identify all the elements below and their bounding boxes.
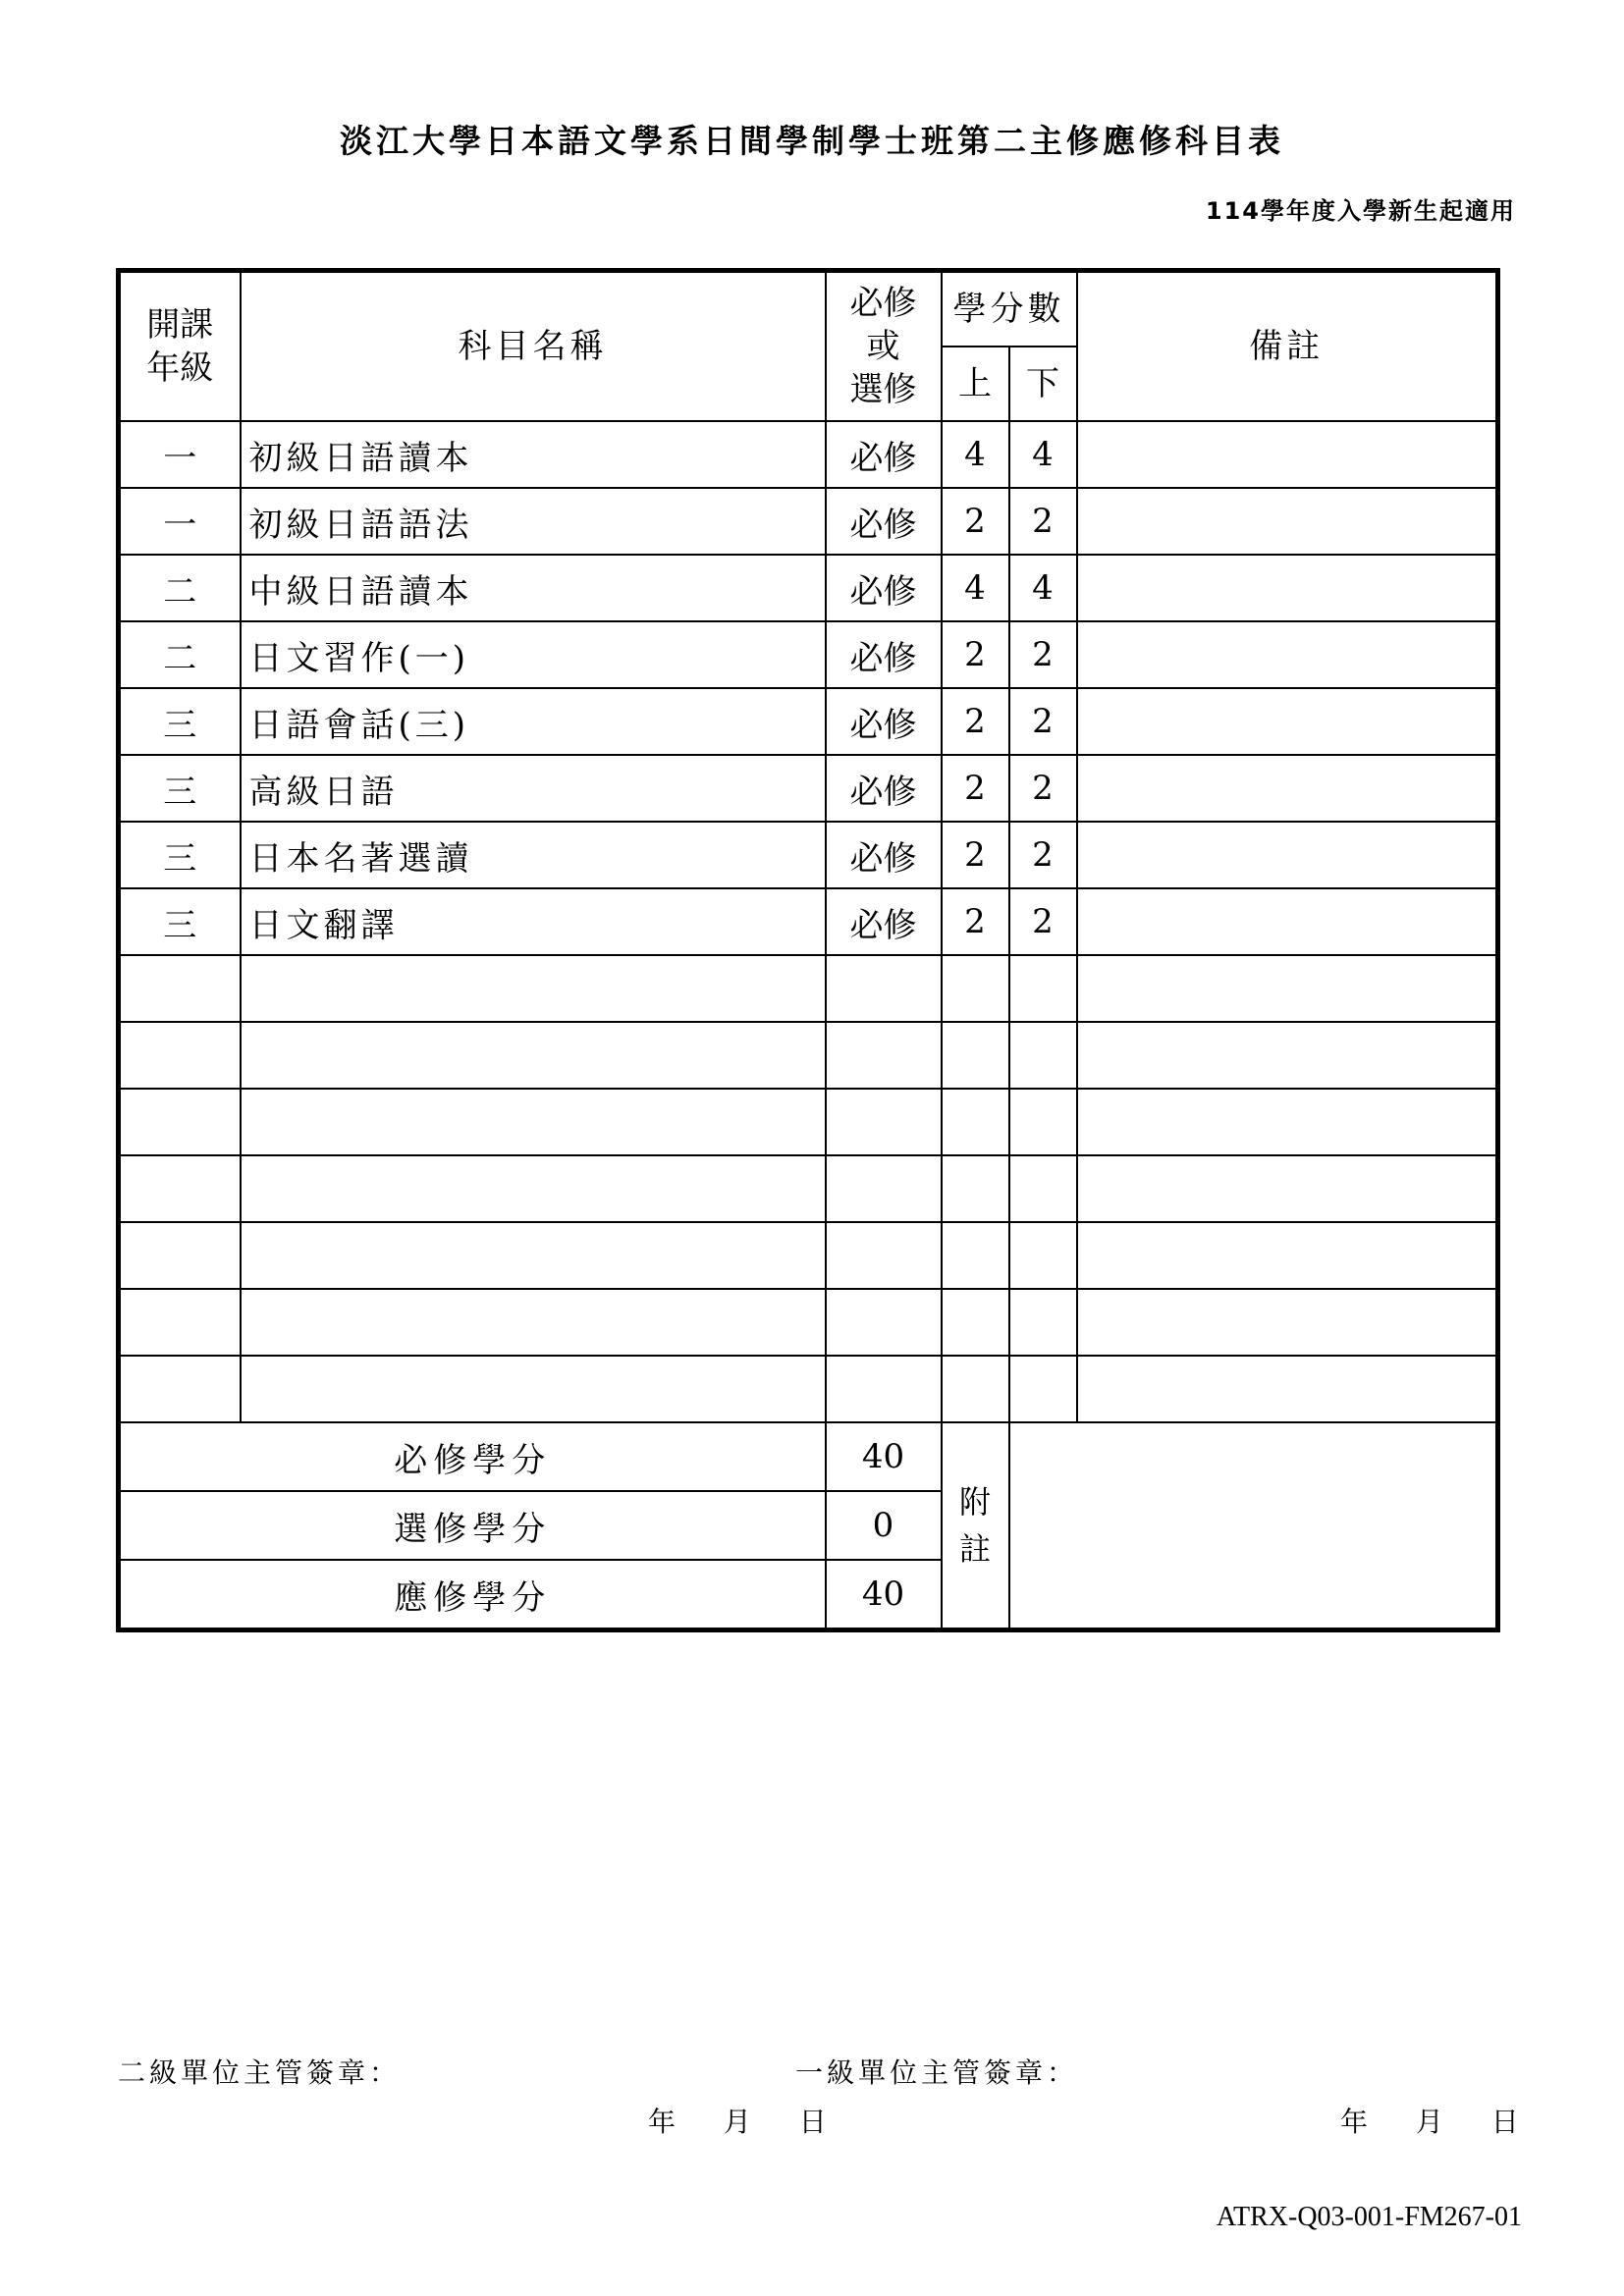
table-row — [119, 1289, 1498, 1356]
cell-grade — [119, 1222, 241, 1289]
cell-credits-first — [942, 1155, 1009, 1222]
cell-note — [1077, 621, 1498, 688]
cell-subject: 日語會話(三) — [241, 688, 826, 755]
cell-grade: 二 — [119, 621, 241, 688]
cell-note — [1077, 1356, 1498, 1422]
header-subject: 科目名稱 — [241, 271, 826, 422]
cell-subject — [241, 1289, 826, 1356]
cell-type — [826, 1289, 942, 1356]
cell-type — [826, 1155, 942, 1222]
attached-note-label: 附 註 — [942, 1422, 1009, 1630]
cell-type: 必修 — [826, 421, 942, 488]
table-row — [119, 1356, 1498, 1422]
cell-credits-first: 4 — [942, 421, 1009, 488]
cell-subject: 日本名著選讀 — [241, 822, 826, 888]
cell-type: 必修 — [826, 488, 942, 555]
date-right: 年 月 日 — [1340, 2106, 1523, 2138]
cell-credits-first: 2 — [942, 621, 1009, 688]
table-row — [119, 1022, 1498, 1089]
cell-type: 必修 — [826, 555, 942, 621]
summary-label: 應修學分 — [119, 1560, 826, 1630]
cell-subject: 初級日語語法 — [241, 488, 826, 555]
cell-credits-first: 2 — [942, 822, 1009, 888]
table-header-row — [119, 271, 1498, 347]
summary-label: 必修學分 — [119, 1422, 826, 1491]
cell-type: 必修 — [826, 755, 942, 822]
cell-grade: 三 — [119, 688, 241, 755]
cell-grade: 一 — [119, 421, 241, 488]
cell-credits-second — [1009, 1356, 1077, 1422]
cell-note — [1077, 1222, 1498, 1289]
table-row — [119, 822, 1498, 888]
cell-credits-second — [1009, 1155, 1077, 1222]
cell-note — [1077, 688, 1498, 755]
cell-credits-second — [1009, 1289, 1077, 1356]
cell-subject — [241, 955, 826, 1022]
cell-grade — [119, 1089, 241, 1155]
table-row — [119, 488, 1498, 555]
table-row — [119, 421, 1498, 488]
cell-type — [826, 1022, 942, 1089]
cell-subject — [241, 1222, 826, 1289]
level2-signature-label: 二級單位主管簽章： — [118, 2056, 402, 2089]
cell-note — [1077, 1155, 1498, 1222]
header-grade: 開課 年級 — [119, 271, 241, 422]
cell-grade — [119, 1289, 241, 1356]
cell-credits-second: 4 — [1009, 555, 1077, 621]
cell-grade — [119, 1155, 241, 1222]
header-second-semester: 下 — [1009, 347, 1077, 421]
cell-credits-first: 2 — [942, 888, 1009, 955]
cell-credits-second — [1009, 1022, 1077, 1089]
cell-credits-first — [942, 1289, 1009, 1356]
cell-type: 必修 — [826, 688, 942, 755]
cell-credits-first — [942, 1089, 1009, 1155]
cell-credits-first: 2 — [942, 488, 1009, 555]
cell-note — [1077, 955, 1498, 1022]
table-row — [119, 755, 1498, 822]
cell-note — [1077, 822, 1498, 888]
cell-grade — [119, 1022, 241, 1089]
cell-note — [1077, 755, 1498, 822]
cell-note — [1077, 1289, 1498, 1356]
cell-subject — [241, 1356, 826, 1422]
cell-credits-second — [1009, 1089, 1077, 1155]
header-notes: 備註 — [1077, 271, 1498, 422]
cell-note — [1077, 488, 1498, 555]
cell-grade — [119, 1356, 241, 1422]
cell-subject: 高級日語 — [241, 755, 826, 822]
cell-type — [826, 1356, 942, 1422]
cell-type: 必修 — [826, 822, 942, 888]
summary-value: 40 — [826, 1560, 942, 1630]
cell-credits-first — [942, 1222, 1009, 1289]
cell-note — [1077, 1089, 1498, 1155]
cell-grade: 一 — [119, 488, 241, 555]
course-table — [116, 268, 1500, 1632]
cell-credits-second: 4 — [1009, 421, 1077, 488]
attached-note-content — [1009, 1422, 1498, 1630]
header-first-semester: 上 — [942, 347, 1009, 421]
cell-grade: 三 — [119, 888, 241, 955]
level1-signature-label: 一級單位主管簽章： — [795, 2056, 1079, 2089]
cell-type — [826, 1089, 942, 1155]
date-left: 年 月 日 — [648, 2106, 831, 2138]
cell-credits-second: 2 — [1009, 688, 1077, 755]
cell-credits-first — [942, 1022, 1009, 1089]
cell-subject — [241, 1022, 826, 1089]
header-credits: 學分數 — [942, 271, 1077, 347]
cell-type: 必修 — [826, 621, 942, 688]
cell-subject: 初級日語讀本 — [241, 421, 826, 488]
table-row — [119, 955, 1498, 1022]
cell-type — [826, 955, 942, 1022]
header-required-elective: 必修 或 選修 — [826, 271, 942, 422]
cell-credits-first — [942, 955, 1009, 1022]
table-row — [119, 1155, 1498, 1222]
summary-value: 0 — [826, 1491, 942, 1560]
summary-value: 40 — [826, 1422, 942, 1491]
cell-type — [826, 1222, 942, 1289]
table-row — [119, 688, 1498, 755]
cell-grade — [119, 955, 241, 1022]
page-title: 淡江大學日本語文學系日間學制學士班第二主修應修科目表 — [340, 122, 1284, 160]
cell-note — [1077, 421, 1498, 488]
cell-credits-first: 4 — [942, 555, 1009, 621]
cell-grade: 三 — [119, 822, 241, 888]
cell-note — [1077, 888, 1498, 955]
cell-credits-second: 2 — [1009, 621, 1077, 688]
cell-credits-first: 2 — [942, 755, 1009, 822]
summary-label: 選修學分 — [119, 1491, 826, 1560]
cell-credits-second: 2 — [1009, 755, 1077, 822]
cell-credits-first: 2 — [942, 688, 1009, 755]
cell-grade: 二 — [119, 555, 241, 621]
cell-subject — [241, 1089, 826, 1155]
table-row — [119, 888, 1498, 955]
page-subtitle: 114學年度入學新生起適用 — [1205, 197, 1516, 225]
table-row — [119, 621, 1498, 688]
cell-subject: 日文翻譯 — [241, 888, 826, 955]
form-code: ATRX-Q03-001-FM267-01 — [1216, 2202, 1522, 2232]
cell-subject: 日文習作(一) — [241, 621, 826, 688]
cell-subject: 中級日語讀本 — [241, 555, 826, 621]
cell-subject — [241, 1155, 826, 1222]
table-row — [119, 1089, 1498, 1155]
cell-credits-second — [1009, 1222, 1077, 1289]
table-row — [119, 1222, 1498, 1289]
table-row — [119, 555, 1498, 621]
cell-credits-second: 2 — [1009, 488, 1077, 555]
cell-note — [1077, 1022, 1498, 1089]
cell-type: 必修 — [826, 888, 942, 955]
cell-credits-first — [942, 1356, 1009, 1422]
cell-credits-second — [1009, 955, 1077, 1022]
summary-row — [119, 1422, 1498, 1491]
cell-note — [1077, 555, 1498, 621]
cell-credits-second: 2 — [1009, 822, 1077, 888]
cell-grade: 三 — [119, 755, 241, 822]
cell-credits-second: 2 — [1009, 888, 1077, 955]
